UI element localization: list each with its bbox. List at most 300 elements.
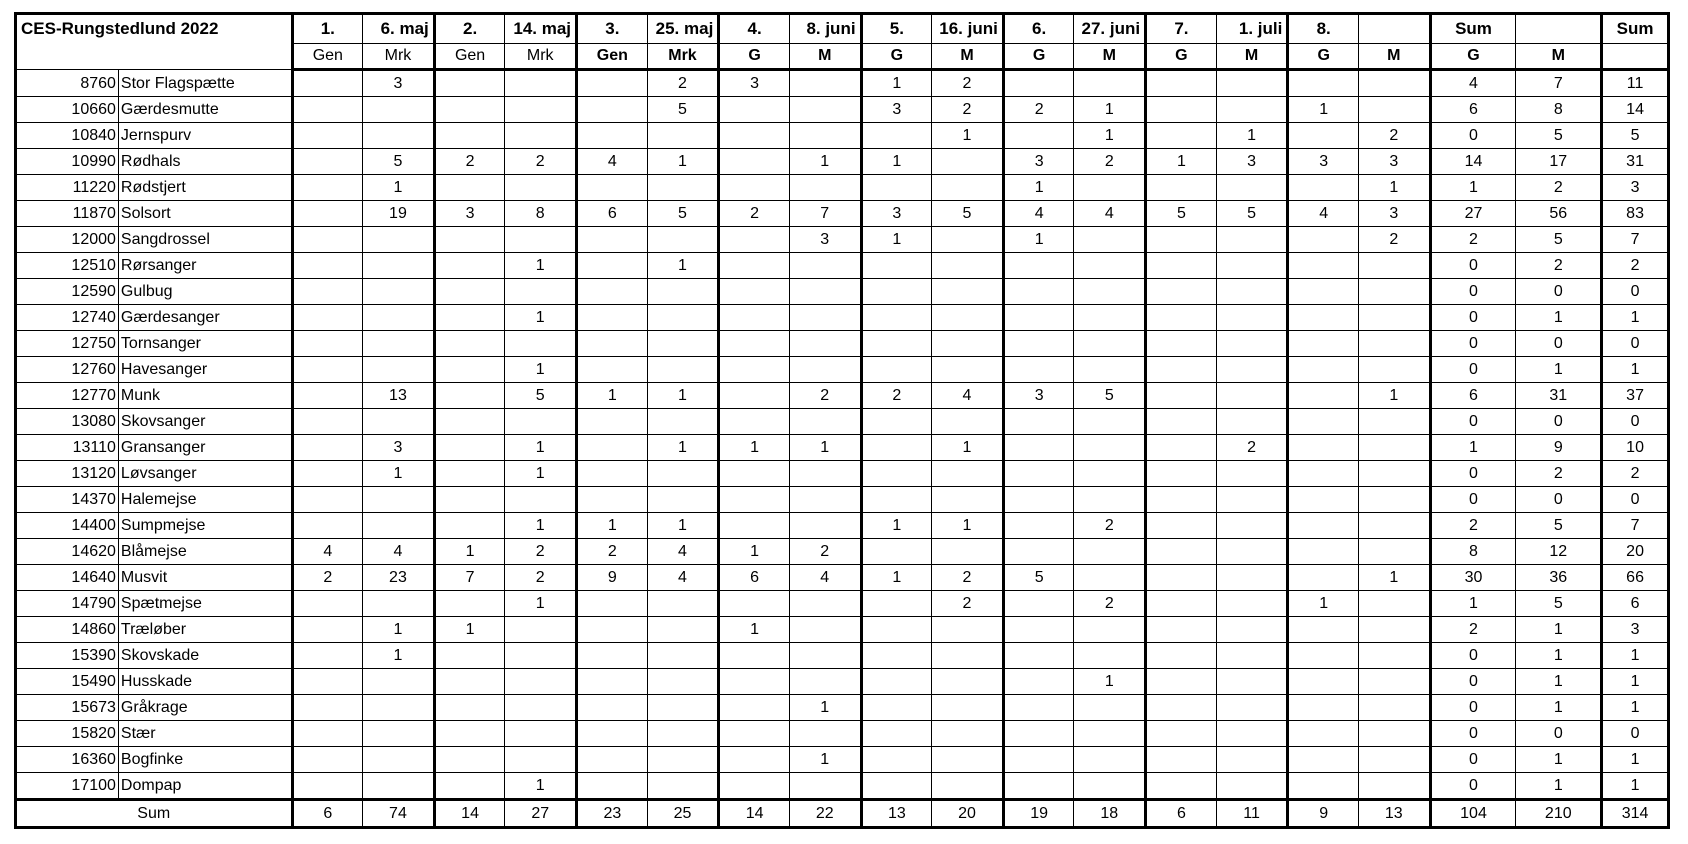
count-cell	[1146, 435, 1217, 461]
count-cell	[577, 643, 648, 669]
count-cell	[789, 461, 861, 487]
table-row	[16, 253, 1669, 279]
count-cell: 23	[363, 565, 435, 591]
count-cell	[719, 123, 790, 149]
count-cell: 2	[932, 591, 1004, 617]
species-name: Rødhals	[118, 149, 292, 175]
count-cell	[647, 331, 719, 357]
species-name: Gråkrage	[118, 695, 292, 721]
count-cell: 1	[1146, 149, 1217, 175]
species-code: 10840	[16, 123, 119, 149]
count-cell	[1074, 70, 1146, 97]
count-cell	[861, 487, 932, 513]
species-code: 14400	[16, 513, 119, 539]
count-cell	[363, 773, 435, 800]
count-cell	[932, 357, 1004, 383]
count-cell	[719, 279, 790, 305]
sum-m-cell: 1	[1516, 695, 1602, 721]
species-code: 10990	[16, 149, 119, 175]
count-cell	[505, 331, 577, 357]
sum-row-cell: 25	[647, 800, 719, 828]
sum-g-cell: 1	[1430, 435, 1516, 461]
count-cell	[1288, 227, 1359, 253]
count-cell: 3	[363, 435, 435, 461]
sum-row-cell: 27	[505, 800, 577, 828]
round-date: 16. juni	[932, 14, 1004, 44]
total-cell: 3	[1602, 175, 1669, 201]
sum-m-cell: 1	[1516, 773, 1602, 800]
count-cell	[719, 643, 790, 669]
count-cell	[363, 123, 435, 149]
count-cell	[577, 227, 648, 253]
table-title: CES-Rungstedlund 2022	[16, 14, 293, 70]
count-cell	[719, 461, 790, 487]
species-name: Gærdesanger	[118, 305, 292, 331]
sum-m-cell: 0	[1516, 331, 1602, 357]
count-cell: 3	[1003, 383, 1074, 409]
sum-g-cell: 0	[1430, 721, 1516, 747]
count-cell	[577, 669, 648, 695]
count-cell	[1358, 487, 1430, 513]
species-name: Jernspurv	[118, 123, 292, 149]
count-cell	[363, 487, 435, 513]
count-cell	[363, 747, 435, 773]
count-cell	[719, 695, 790, 721]
sum-header-blank	[1516, 14, 1602, 44]
count-cell	[1003, 695, 1074, 721]
count-cell	[861, 435, 932, 461]
sum-m-cell: 5	[1516, 227, 1602, 253]
species-code: 12770	[16, 383, 119, 409]
sum-col-m: M	[1516, 44, 1602, 70]
count-cell	[1358, 773, 1430, 800]
total-cell: 0	[1602, 487, 1669, 513]
species-code: 12590	[16, 279, 119, 305]
count-cell: 5	[647, 97, 719, 123]
count-cell	[861, 539, 932, 565]
count-cell	[577, 461, 648, 487]
sum-g-cell: 6	[1430, 383, 1516, 409]
count-cell	[577, 435, 648, 461]
col-type-m: M	[1074, 44, 1146, 70]
count-cell	[1003, 747, 1074, 773]
count-cell	[719, 305, 790, 331]
sum-m-cell: 1	[1516, 643, 1602, 669]
count-cell	[1216, 331, 1288, 357]
count-cell	[1003, 357, 1074, 383]
count-cell	[932, 695, 1004, 721]
count-cell: 1	[577, 383, 648, 409]
count-cell	[434, 97, 505, 123]
count-cell	[647, 695, 719, 721]
count-cell	[1358, 591, 1430, 617]
count-cell: 1	[719, 617, 790, 643]
count-cell	[1358, 70, 1430, 97]
count-cell	[1074, 695, 1146, 721]
round-number: 8.	[1288, 14, 1359, 44]
count-cell	[1288, 461, 1359, 487]
count-cell	[292, 97, 363, 123]
sum-m-cell: 0	[1516, 409, 1602, 435]
count-cell	[292, 227, 363, 253]
table-row	[16, 149, 1669, 175]
count-cell	[505, 669, 577, 695]
count-cell	[1216, 721, 1288, 747]
count-cell	[577, 97, 648, 123]
count-cell	[789, 721, 861, 747]
sum-row-cell: 14	[719, 800, 790, 828]
count-cell	[1216, 773, 1288, 800]
count-cell: 1	[1288, 591, 1359, 617]
count-cell	[1288, 747, 1359, 773]
table-row	[16, 305, 1669, 331]
species-code: 12760	[16, 357, 119, 383]
count-cell	[1146, 461, 1217, 487]
count-cell	[1146, 331, 1217, 357]
count-cell	[1358, 721, 1430, 747]
sum-g-cell: 0	[1430, 409, 1516, 435]
count-cell: 4	[363, 539, 435, 565]
table-row	[16, 279, 1669, 305]
count-cell: 5	[1003, 565, 1074, 591]
sum-g-cell: 14	[1430, 149, 1516, 175]
count-cell	[861, 643, 932, 669]
table-row	[16, 383, 1669, 409]
round-date: 6. maj	[363, 14, 435, 44]
count-cell: 1	[861, 70, 932, 97]
count-cell	[719, 227, 790, 253]
table-row	[16, 227, 1669, 253]
count-cell	[363, 695, 435, 721]
count-cell: 6	[719, 565, 790, 591]
count-cell	[789, 591, 861, 617]
count-cell	[1003, 123, 1074, 149]
total-cell: 31	[1602, 149, 1669, 175]
count-cell	[1074, 409, 1146, 435]
sum-row-cell: 23	[577, 800, 648, 828]
count-cell	[292, 435, 363, 461]
count-cell	[1216, 409, 1288, 435]
count-cell	[505, 409, 577, 435]
sum-m-cell: 2	[1516, 175, 1602, 201]
count-cell	[1216, 591, 1288, 617]
count-cell	[577, 721, 648, 747]
count-cell: 2	[932, 70, 1004, 97]
round-number: 7.	[1146, 14, 1217, 44]
count-cell	[1216, 643, 1288, 669]
sum-g-cell: 0	[1430, 253, 1516, 279]
count-cell	[363, 279, 435, 305]
total-cell: 11	[1602, 70, 1669, 97]
count-cell	[1358, 253, 1430, 279]
count-cell	[434, 461, 505, 487]
sum-row-cell: 6	[1146, 800, 1217, 828]
count-cell	[1074, 773, 1146, 800]
count-cell	[1003, 591, 1074, 617]
species-name: Tornsanger	[118, 331, 292, 357]
count-cell	[577, 487, 648, 513]
count-cell	[932, 253, 1004, 279]
table-row	[16, 357, 1669, 383]
count-cell: 4	[1074, 201, 1146, 227]
count-cell: 1	[1288, 97, 1359, 123]
col-type-m: Mrk	[647, 44, 719, 70]
count-cell	[292, 487, 363, 513]
count-cell	[719, 383, 790, 409]
count-cell	[1216, 383, 1288, 409]
count-cell	[292, 513, 363, 539]
count-cell	[363, 97, 435, 123]
count-cell: 2	[1358, 227, 1430, 253]
count-cell	[434, 253, 505, 279]
count-cell	[647, 123, 719, 149]
total-cell: 83	[1602, 201, 1669, 227]
count-cell	[1358, 279, 1430, 305]
sum-m-cell: 0	[1516, 721, 1602, 747]
count-cell	[434, 227, 505, 253]
count-cell: 5	[505, 383, 577, 409]
count-cell: 1	[505, 305, 577, 331]
sum-row-cell: 13	[1358, 800, 1430, 828]
count-cell: 1	[363, 643, 435, 669]
count-cell: 1	[577, 513, 648, 539]
count-cell	[1288, 721, 1359, 747]
species-code: 12000	[16, 227, 119, 253]
count-cell	[861, 279, 932, 305]
count-cell: 4	[1003, 201, 1074, 227]
count-cell: 1	[505, 773, 577, 800]
count-cell: 1	[434, 617, 505, 643]
count-cell	[1003, 617, 1074, 643]
count-cell: 7	[789, 201, 861, 227]
count-cell: 2	[292, 565, 363, 591]
count-cell	[789, 305, 861, 331]
count-cell	[861, 409, 932, 435]
count-cell: 3	[1358, 149, 1430, 175]
species-code: 15673	[16, 695, 119, 721]
count-cell: 3	[1358, 201, 1430, 227]
col-type-g: G	[1146, 44, 1217, 70]
count-cell	[861, 617, 932, 643]
sum-row-cell: 20	[932, 800, 1004, 828]
count-cell	[1216, 227, 1288, 253]
count-cell	[1146, 773, 1217, 800]
count-cell	[1358, 617, 1430, 643]
count-cell	[505, 123, 577, 149]
total-col-blank	[1602, 44, 1669, 70]
count-cell: 1	[1358, 565, 1430, 591]
species-name: Løvsanger	[118, 461, 292, 487]
round-date	[1358, 14, 1430, 44]
species-name: Stær	[118, 721, 292, 747]
count-cell	[932, 305, 1004, 331]
count-cell: 13	[363, 383, 435, 409]
count-cell: 1	[1358, 175, 1430, 201]
count-cell	[719, 721, 790, 747]
count-cell: 1	[647, 435, 719, 461]
count-cell: 1	[1003, 227, 1074, 253]
count-cell	[1003, 669, 1074, 695]
sum-m-cell: 5	[1516, 513, 1602, 539]
count-cell: 2	[789, 539, 861, 565]
count-cell	[647, 461, 719, 487]
count-cell	[1003, 435, 1074, 461]
count-cell: 5	[647, 201, 719, 227]
count-cell	[292, 70, 363, 97]
count-cell	[292, 201, 363, 227]
count-cell: 1	[363, 461, 435, 487]
total-cell: 1	[1602, 695, 1669, 721]
count-cell	[647, 591, 719, 617]
count-cell: 5	[1216, 201, 1288, 227]
sum-g-cell: 2	[1430, 617, 1516, 643]
total-cell: 0	[1602, 721, 1669, 747]
count-cell	[789, 409, 861, 435]
count-cell	[1288, 435, 1359, 461]
total-cell: 7	[1602, 513, 1669, 539]
species-name: Havesanger	[118, 357, 292, 383]
count-cell	[1358, 461, 1430, 487]
count-cell: 1	[363, 617, 435, 643]
count-cell	[1074, 305, 1146, 331]
count-cell	[577, 279, 648, 305]
total-cell: 20	[1602, 539, 1669, 565]
count-cell	[505, 617, 577, 643]
count-cell	[789, 123, 861, 149]
species-name: Halemejse	[118, 487, 292, 513]
species-name: Husskade	[118, 669, 292, 695]
sum-m-cell: 31	[1516, 383, 1602, 409]
count-cell	[789, 175, 861, 201]
count-cell	[1146, 305, 1217, 331]
species-code: 13080	[16, 409, 119, 435]
count-cell	[434, 70, 505, 97]
species-name: Solsort	[118, 201, 292, 227]
count-cell	[292, 695, 363, 721]
col-type-m: M	[789, 44, 861, 70]
count-cell	[1288, 773, 1359, 800]
count-cell	[434, 383, 505, 409]
count-cell	[505, 97, 577, 123]
count-cell	[1216, 513, 1288, 539]
count-cell	[1288, 617, 1359, 643]
table-row	[16, 97, 1669, 123]
count-cell	[719, 409, 790, 435]
col-type-m: M	[1216, 44, 1288, 70]
count-cell	[1074, 253, 1146, 279]
sum-m-cell: 0	[1516, 279, 1602, 305]
count-cell	[292, 175, 363, 201]
sum-g-cell: 0	[1430, 669, 1516, 695]
count-cell: 4	[647, 565, 719, 591]
round-number: 4.	[719, 14, 790, 44]
sum-m-cell: 8	[1516, 97, 1602, 123]
total-cell: 1	[1602, 357, 1669, 383]
count-cell	[861, 461, 932, 487]
count-cell	[1288, 175, 1359, 201]
count-cell: 2	[1074, 149, 1146, 175]
sum-g-cell: 0	[1430, 279, 1516, 305]
count-cell	[1216, 617, 1288, 643]
sum-g-cell: 1	[1430, 175, 1516, 201]
sum-m-cell: 7	[1516, 70, 1602, 97]
count-cell	[932, 487, 1004, 513]
species-name: Skovsanger	[118, 409, 292, 435]
count-cell	[1146, 253, 1217, 279]
col-type-g: Gen	[434, 44, 505, 70]
count-cell	[647, 409, 719, 435]
species-name: Gransanger	[118, 435, 292, 461]
sum-header: Sum	[1430, 14, 1516, 44]
count-cell	[1146, 539, 1217, 565]
count-cell: 3	[1003, 149, 1074, 175]
species-code: 12750	[16, 331, 119, 357]
count-cell	[577, 409, 648, 435]
count-cell	[789, 279, 861, 305]
sum-m-cell: 1	[1516, 357, 1602, 383]
count-cell	[1288, 539, 1359, 565]
count-cell: 2	[577, 539, 648, 565]
count-cell	[932, 279, 1004, 305]
sum-m-cell: 36	[1516, 565, 1602, 591]
count-cell: 1	[647, 513, 719, 539]
count-cell: 1	[1216, 123, 1288, 149]
count-cell	[505, 70, 577, 97]
count-cell	[647, 279, 719, 305]
round-number: 3.	[577, 14, 648, 44]
count-cell	[1358, 747, 1430, 773]
table-row	[16, 409, 1669, 435]
table-row	[16, 539, 1669, 565]
species-name: Skovskade	[118, 643, 292, 669]
count-cell	[1216, 565, 1288, 591]
sum-m-cell: 56	[1516, 201, 1602, 227]
count-cell	[1216, 669, 1288, 695]
count-cell	[1216, 305, 1288, 331]
count-cell	[363, 591, 435, 617]
count-cell: 2	[505, 565, 577, 591]
sum-g-cell: 0	[1430, 747, 1516, 773]
sum-m-cell: 1	[1516, 747, 1602, 773]
count-cell: 3	[363, 70, 435, 97]
sum-g-cell: 2	[1430, 227, 1516, 253]
count-cell	[789, 97, 861, 123]
species-code: 15820	[16, 721, 119, 747]
sum-row-g: 104	[1430, 800, 1516, 828]
count-cell	[1288, 305, 1359, 331]
count-cell	[292, 383, 363, 409]
count-cell	[1074, 279, 1146, 305]
count-cell: 1	[505, 461, 577, 487]
count-cell: 4	[1288, 201, 1359, 227]
count-cell	[1146, 695, 1217, 721]
count-cell	[932, 409, 1004, 435]
count-cell: 1	[789, 149, 861, 175]
count-cell	[861, 591, 932, 617]
count-cell	[1288, 279, 1359, 305]
count-cell	[719, 747, 790, 773]
sum-g-cell: 0	[1430, 305, 1516, 331]
sum-m-cell: 1	[1516, 669, 1602, 695]
count-cell: 1	[434, 539, 505, 565]
species-code: 11220	[16, 175, 119, 201]
count-cell	[505, 227, 577, 253]
count-cell: 7	[434, 565, 505, 591]
col-type-m: M	[1358, 44, 1430, 70]
count-cell: 2	[434, 149, 505, 175]
count-cell	[647, 669, 719, 695]
count-cell	[932, 643, 1004, 669]
